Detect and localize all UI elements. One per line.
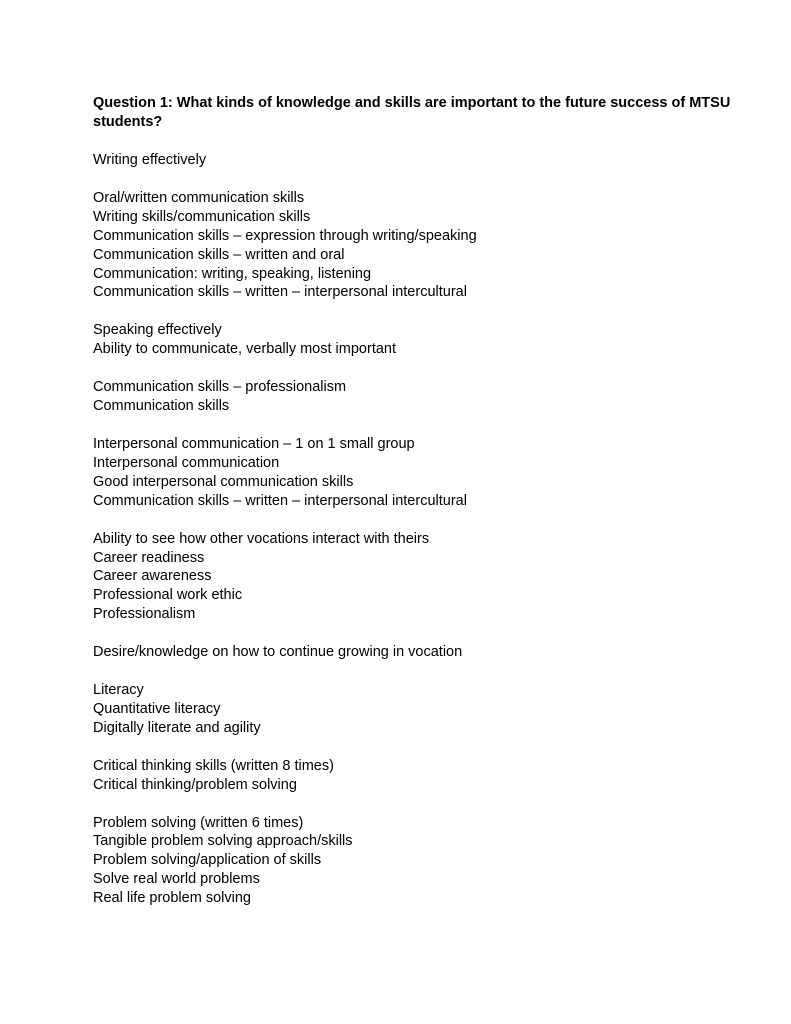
response-group bbox=[93, 814, 733, 909]
response-group bbox=[93, 681, 733, 738]
response-group bbox=[93, 435, 733, 511]
question-heading: Question 1: What kinds of knowledge and skills are important to the future success of MTSU students? bbox=[93, 95, 731, 130]
response-line: Solve real world problems bbox=[93, 871, 260, 888]
response-line: Good interpersonal communication skills bbox=[93, 473, 354, 490]
response-line: Desire/knowledge on how to continue growing in vocation bbox=[93, 644, 463, 661]
response-line: Literacy bbox=[93, 682, 144, 699]
response-line: Oral/written communication skills bbox=[93, 189, 305, 206]
response-line: Ability to see how other vocations interact with theirs bbox=[93, 530, 430, 547]
response-group bbox=[93, 757, 733, 795]
response-group bbox=[93, 530, 733, 625]
response-line: Communication: writing, speaking, listening bbox=[93, 265, 372, 282]
response-line: Tangible problem solving approach/skills bbox=[93, 833, 353, 850]
response-line: Writing skills/communication skills bbox=[93, 208, 311, 225]
response-line: Digitally literate and agility bbox=[93, 719, 261, 736]
response-group bbox=[93, 151, 733, 170]
response-line: Ability to communicate, verbally most important bbox=[93, 341, 396, 358]
response-line: Speaking effectively bbox=[93, 322, 222, 339]
response-line: Problem solving/application of skills bbox=[93, 852, 322, 869]
document-page bbox=[93, 94, 733, 927]
response-line: Communication skills – written – interpersonal intercultural bbox=[93, 492, 467, 509]
response-group bbox=[93, 321, 733, 359]
response-line: Writing effectively bbox=[93, 152, 207, 168]
response-group bbox=[93, 189, 733, 302]
response-line: Career readiness bbox=[93, 549, 205, 566]
response-line: Professionalism bbox=[93, 606, 196, 623]
response-group bbox=[93, 378, 733, 416]
response-line: Professional work ethic bbox=[93, 587, 243, 604]
response-line: Problem solving (written 6 times) bbox=[93, 814, 304, 831]
response-line: Career awareness bbox=[93, 568, 212, 585]
response-line: Communication skills – written and oral bbox=[93, 246, 345, 263]
response-line: Interpersonal communication – 1 on 1 small group bbox=[93, 435, 415, 452]
response-line: Communication skills – professionalism bbox=[93, 379, 347, 396]
response-group bbox=[93, 643, 733, 662]
response-line: Interpersonal communication bbox=[93, 454, 280, 471]
response-line: Quantitative literacy bbox=[93, 700, 221, 717]
response-line: Critical thinking skills (written 8 times) bbox=[93, 757, 334, 774]
response-line: Communication skills – expression through writing/speaking bbox=[93, 227, 477, 244]
response-line: Communication skills – written – interpersonal intercultural bbox=[93, 284, 467, 301]
response-line: Critical thinking/problem solving bbox=[93, 776, 297, 793]
response-line: Communication skills bbox=[93, 398, 230, 415]
response-line: Real life problem solving bbox=[93, 890, 251, 907]
